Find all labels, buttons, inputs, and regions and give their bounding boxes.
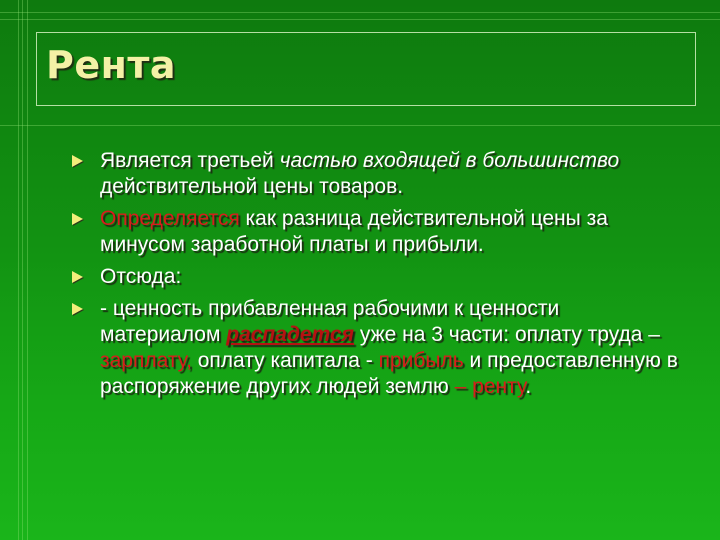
item-1-text-a: Является третьей — [100, 149, 280, 172]
item-4-highlight-profit: прибыль — [378, 349, 464, 372]
item-2-highlight: Определяется — [100, 207, 240, 230]
item-1-text-b: действительной цены товаров. — [100, 175, 404, 198]
item-2-text: как разница действительной цены за минусом заработной платы и прибыли. — [100, 207, 608, 256]
item-4-highlight-wages: зарплату, — [100, 349, 192, 372]
bullet-triangle-icon — [72, 303, 83, 315]
item-4-text-a: - ценность прибавленная рабочими к ценности материалом — [100, 297, 560, 346]
bullet-triangle-icon — [72, 155, 83, 167]
grid-line-vertical — [27, 0, 28, 540]
item-4-text-b: уже на 3 части: оплату труда – — [354, 323, 660, 346]
title-box — [36, 32, 696, 106]
item-4-highlight-rent: – ренту — [454, 375, 526, 398]
grid-line-vertical — [22, 0, 23, 540]
bullet-item-3 — [72, 264, 684, 290]
item-4-highlight-split: распадется — [226, 323, 355, 346]
slide-title: Рента — [46, 43, 177, 87]
item-4-text-d: и предоставленную в распоряжение других людей землю — [100, 349, 678, 398]
bullet-triangle-icon — [72, 213, 83, 225]
bullet-item-1 — [72, 148, 684, 200]
grid-line-horizontal — [0, 12, 720, 13]
item-1-text-italic: частью входящей в большинство — [279, 149, 620, 172]
bullet-item-2 — [72, 206, 684, 258]
grid-line-horizontal — [0, 19, 720, 20]
grid-line-horizontal — [0, 125, 720, 126]
item-4-text-e: . — [525, 375, 532, 398]
bullet-list — [72, 148, 684, 406]
item-4-text-c: оплату капитала - — [191, 349, 379, 372]
bullet-triangle-icon — [72, 271, 83, 283]
bullet-item-4 — [72, 296, 684, 400]
item-3-text: Отсюда: — [100, 265, 182, 288]
grid-line-vertical — [18, 0, 19, 540]
